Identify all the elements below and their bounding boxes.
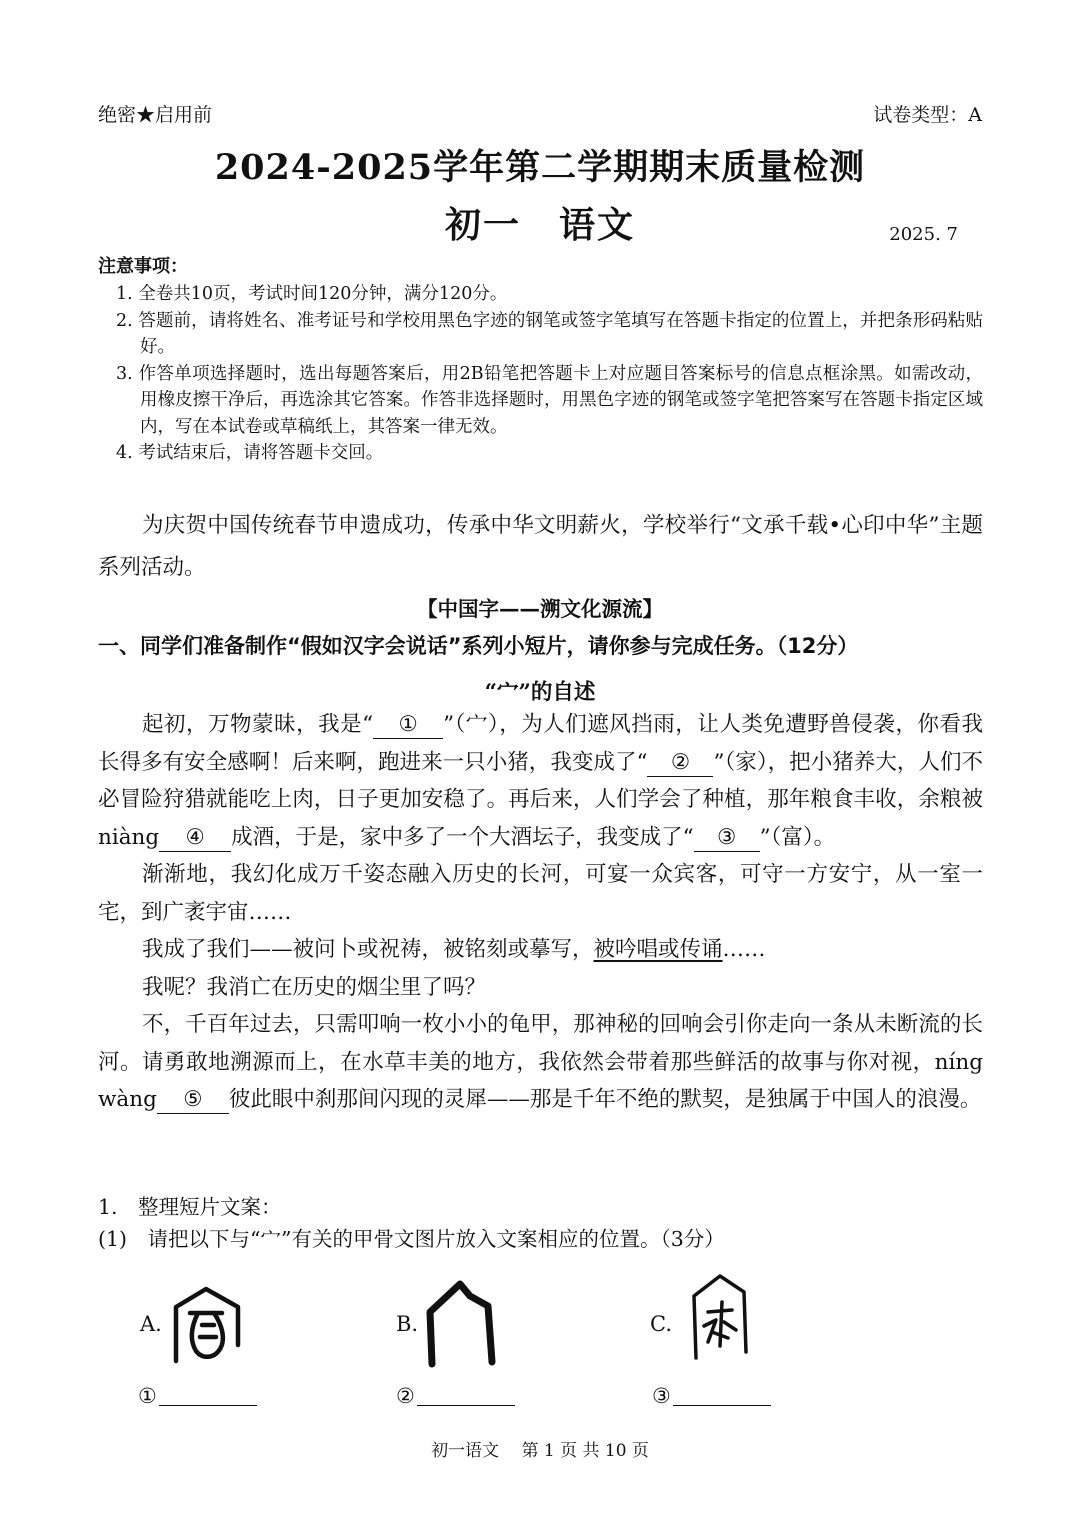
passage-text: 起初，万物蒙昧，我是“ (142, 712, 374, 737)
confidential-label: 绝密★启用前 (98, 104, 213, 126)
blank-1: ① (373, 712, 443, 739)
exam-date: 2025. 7 (889, 224, 958, 245)
oracle-mian-icon (424, 1278, 502, 1370)
intro-paragraph: 为庆贺中国传统春节申遗成功，传承中华文明薪火，学校举行“文承千载•心印中华”主题系列活动。 (98, 513, 983, 580)
answer-line (417, 1405, 515, 1406)
answer-label: ③ (652, 1384, 671, 1408)
answer-label: ② (396, 1384, 415, 1408)
passage-text: ”（富）。 (759, 824, 836, 850)
page-footer: 初一语文 第 1 页 共 10 页 (431, 1441, 649, 1461)
passage-paragraph: 渐渐地，我幻化成万千姿态融入历史的长河，可宴一众宾客，可守一方安宁，从一室一宅，到广袤宇宙…… (98, 862, 983, 925)
passage-text: ”（家），把小猪养大，人们不必冒险狩猎就能吃上肉，日子更加安稳了。再后来，人们学会了种植，那年粮食丰收，余粮被 niàng (98, 749, 983, 850)
oracle-jia-icon (682, 1272, 760, 1364)
notice-item: 2. 答题前，请将姓名、准考证号和学校用黑色字迹的钢笔或签字笔填写在答题卡指定的位置上，并把条形码粘贴好。 (116, 310, 983, 357)
passage-paragraph (98, 1006, 983, 1119)
blank-3: ③ (694, 825, 760, 852)
blank-4: ④ (159, 825, 231, 852)
answer-2 (396, 1384, 515, 1408)
question-title: 一、同学们准备制作“假如汉字会说话”系列小短片，请你参与完成任务。（12分） (98, 634, 859, 658)
answer-line (159, 1405, 257, 1406)
passage-text: 不，千百年过去，只需叩响一枚小小的龟甲，那神秘的回响会引你走向一条从未断流的长河。请勇敢地溯源而上，在水草丰美的地方，我依然会带着那些鲜活的故事与你对视，níng wàng (98, 1012, 983, 1112)
blank-5: ⑤ (157, 1087, 229, 1114)
subject-title: 初一 语文 (444, 204, 635, 246)
passage (98, 706, 983, 1119)
option-c-label: C. (650, 1312, 672, 1336)
task-1: 1. 整理短片文案： (98, 1195, 282, 1219)
notice-list (98, 281, 983, 467)
notice-item: 3. 作答单项选择题时，选出每题答案后，用2B铅笔把答题卡上对应题目答案标号的信息点框涂黑。如需改动，用橡皮擦干净后，再选涂其它答案。作答非选择题时，用黑色字迹的钢笔或签字笔把答案写在答题卡指定区域内，写在本试卷或草稿纸上，其答案一律无效。 (116, 363, 983, 437)
notice-item: 4. 考试结束后，请将答题卡交回。 (116, 443, 384, 463)
option-b-label: B. (396, 1312, 419, 1336)
passage-text: 成酒，于是，家中多了一个大酒坛子，我变成了“ (231, 824, 694, 850)
passage-text: 彼此眼中刹那间闪现的灵犀——那是千年不绝的默契，是独属于中国人的浪漫。 (228, 1087, 982, 1112)
answer-3 (652, 1384, 771, 1408)
answer-label: ① (138, 1384, 157, 1408)
option-a-label: A. (140, 1312, 162, 1336)
passage-text: …… (722, 937, 766, 962)
answer-1 (138, 1384, 257, 1408)
paper-type-label: 试卷类型：A (873, 104, 982, 126)
oracle-fu-icon (168, 1283, 246, 1367)
passage-title: “宀”的自述 (484, 680, 596, 705)
task-1-1: (1) 请把以下与“宀”有关的甲骨文图片放入文案相应的位置。（3分） (98, 1227, 725, 1251)
exam-title: 2024-2025学年第二学期期末质量检测 (214, 147, 866, 188)
passage-paragraph (98, 931, 983, 969)
passage-text: ”（宀），为人们遮风挡雨，让人类免遭野兽侵袭，你看我长得多有安全感啊！后来啊，跑进来一只小猪，我变成了“ (98, 712, 983, 775)
passage-text: 我成了我们——被问卜或祝祷，被铭刻或摹写， (142, 937, 594, 962)
answer-line (673, 1405, 771, 1406)
passage-paragraph: 我呢？我消亡在历史的烟尘里了吗？ (142, 974, 487, 1000)
passage-paragraph (98, 706, 983, 856)
notice-item: 1. 全卷共10页，考试时间120分钟，满分120分。 (116, 284, 508, 304)
notice-heading: 注意事项： (98, 256, 188, 277)
underlined-phrase: 被吟唱或传诵 (593, 937, 723, 962)
section-title: 【中国字——溯文化源流】 (417, 597, 663, 621)
blank-2: ② (647, 750, 713, 777)
